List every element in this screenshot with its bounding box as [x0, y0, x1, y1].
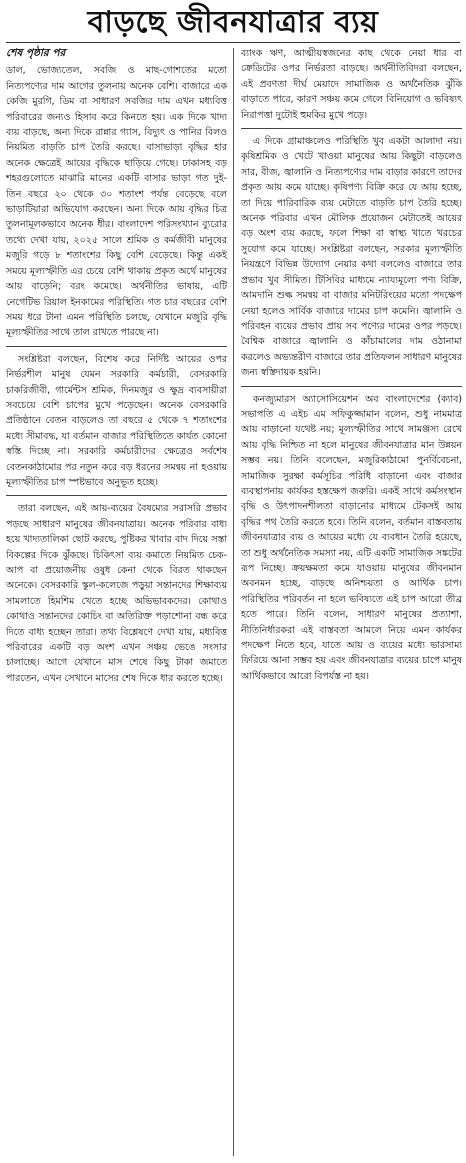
article-paragraph: এ দিকে গ্রামাঞ্চলেও পরিস্থিতি খুব একটা আলাদা নয়। কৃষিশ্রমিক ও খেটে খাওয়া মানুষের আয় কিছুটা বাড়লেও সার, বীজ, জ্বালানি ও নিত্যপণ্যের দাম বাড়ার কারণে তাদের প্রকৃত আয় কমে যাচ্ছে। কৃষিপণ্য বিক্রি করে যে আয় হচ্ছে, তা দিয়ে পারিবারিক ব্যয় মেটাতে বাড়তি চাপ তৈরি হচ্ছে। অনেক পরিবার এখন মৌলিক প্রয়োজন মেটাতেই আয়ের বড় অংশ ব্যয় করছে, ফলে শিক্ষা বা স্বাস্থ্য খাতে খরচের সুযোগ কমে যাচ্ছে। সংশ্লিষ্টরা বলছেন, সরকার মূল্যস্ফীতি নিয়ন্ত্রণে বিভিন্ন উদ্যোগ নেয়ার কথা বললেও বাজারে তার প্রভাব খুব সীমিত। টিসিবির মাধ্যমে ন্যায্যমূল্যে পণ্য বিক্রি, আমদানি শুল্ক সমন্বয় বা বাজার মনিটরিংয়ের মতো পদক্ষেপ নেয়া হলেও সার্বিক বাজারে দামের চাপ কমেনি। জ্বালানি ও পরিবহন ব্যয়ের প্রভাব প্রায় সব পণ্যের দামের ওপর পড়ছে। বৈশ্বিক বাজারে জ্বালানি ও কাঁচামালের দাম ওঠানামা করলেও অভ্যন্তরীণ বাজারে তার প্রতিফলন সাধারণ মানুষের জন্য স্বস্তিদায়ক হয়নি। [241, 136, 462, 379]
article-paragraph: ডাল, ভোজ্যতেল, সবজি ও মাছ-গোশতের মতো নিত্যপণ্যের দাম আগের তুলনায় অনেক বেশি। বাজারে এক কেজি মুরগি, ডিম বা সাধারণ সবজির দাম এখন মধ্যবিত্ত পরিবারের জন্যও হিসাব করে কিনতে হয়। এক দিকে খাদ্য ব্যয় বাড়ছে, অন্য দিকে রান্নার গ্যাস, বিদ্যুৎ ও পানির বিলও নিয়মিত বাড়তি চাপ তৈরি করছে। বাসাভাড়া বৃদ্ধির হার অনেক ক্ষেত্রেই আয়ের বৃদ্ধিকে ছাড়িয়ে গেছে। ঢাকাসহ বড় শহরগুলোতে মাঝারি মানের একটি বাসার ভাড়া গত দুই-তিন বছরে ২০ থেকে ৩০ শতাংশ পর্যন্ত বেড়েছে বলে ভাড়াটিয়ারা অভিযোগ করছেন। অন্য দিকে আয় বৃদ্ধির চিত্র তুলনামূলকভাবে অনেক ধীর। বাংলাদেশ পরিসংখ্যান ব্যুরোর তথ্যে দেখা যায়, ২০২৫ সালে শ্রমিক ও কর্মজীবী মানুষের মজুরি গড়ে ৮ শতাংশের কিছু বেশি বেড়েছে। কিন্তু একই সময়ে মূল্যস্ফীতি এর চেয়ে বেশি থাকায় প্রকৃত অর্থে মানুষের আয় বাড়েনি; বরং কমেছে। অর্থনীতির ভাষায়, এটি নেগেটিভ রিয়াল ইনকামের পরিস্থিতি। গত চার বছরের বেশি সময় ধরে টানা এমন পরিস্থিতি চলছে, যেখানে মজুরি বৃদ্ধি মূল্যস্ফীতির সাথে তাল রাখতে পারছে না। [6, 65, 227, 339]
paragraph-separator [6, 346, 227, 347]
article-headline: বাড়ছে জীবনযাত্রার ব্যয় [87, 5, 379, 40]
article-column-right [241, 46, 462, 689]
paragraph-separator [241, 128, 462, 129]
continuation-kicker: শেষ পৃষ্ঠার পর [6, 47, 66, 59]
article-column-left [6, 46, 227, 691]
paragraph-separator [241, 386, 462, 387]
article-paragraph: সংশ্লিষ্টরা বলছেন, বিশেষ করে নির্দিষ্ট আয়ের ওপর নির্ভরশীল মানুষ যেমন সরকারি কর্মচারী, বেসরকারি চাকরিজীবী, গার্মেন্টস শ্রমিক, দিনমজুর ও ক্ষুদ্র ব্যবসায়ীরা সবচেয়ে বেশি চাপের মুখে পড়েছেন। অনেক বেসরকারি প্রতিষ্ঠানে বেতন বাড়লেও তা বছরে ৫ থেকে ৭ শতাংশের মধ্যে সীমাবদ্ধ, যা বর্তমান বাজার পরিস্থিতিতে কার্যত কোনো স্বস্তি দিচ্ছে না। সরকারি কর্মচারীদের ক্ষেত্রেও সর্বশেষ বেতনকাঠামোর পর নতুন করে বড় ধরনের সমন্বয় না হওয়ায় মূল্যস্ফীতির চাপ স্পষ্টভাবে অনুভূত হচ্ছে। [6, 353, 227, 488]
column-divider [233, 48, 234, 1156]
article-paragraph: কনজ্যুমারস অ্যাসোসিয়েশন অব বাংলাদেশের (ক্যাব) সভাপতি এ এইচ এম সফিকুজ্জামান বলেন, শুধু নামমাত্র আয় বাড়ানো যথেষ্ট নয়; মূল্যস্ফীতির সাথে সামঞ্জস্য রেখে আয় বৃদ্ধি নিশ্চিত না হলে মানুষের জীবনযাত্রার মান উন্নয়ন সম্ভব নয়। তিনি বলেছেন, মজুরিকাঠামো পুনর্বিবেচনা, সামাজিক সুরক্ষা কর্মসূচির পরিধি বাড়ানো এবং বাজার ব্যবস্থাপনায় কার্যকর হস্তক্ষেপ জরুরি। একই সাথে কর্মসংস্থান বৃদ্ধি ও উৎপাদনশীলতা বাড়ানোর মাধ্যমে টেকসই আয় বৃদ্ধির পথ তৈরি করতে হবে। তিনি বলেন, বর্তমান বাস্তবতায় জীবনযাত্রার ব্যয় ও আয়ের মধ্যে যে ব্যবধান তৈরি হয়েছে, তা শুধু অর্থনৈতিক সমস্যা নয়, এটি একটি সামাজিক সঙ্কটের রূপ নিচ্ছে। ক্রয়ক্ষমতা কমে যাওয়ায় মানুষের জীবনমান অবনমন হচ্ছে, বাড়ছে অনিশ্চয়তা ও আর্থিক চাপ। পরিস্থিতির পরিবর্তন না হলে ভবিষ্যতে এই চাপ আরো তীব্র হতে পারে। তিনি বলেন, সাধারণ মানুষের প্রত্যাশা, নীতিনির্ধারকরা এই বাস্তবতা আমলে নিয়ে এমন কার্যকর পদক্ষেপ নিতে হবে, যাতে আয় ও ব্যয়ের মধ্যে ভারসাম্য ফিরিয়ে আনা সম্ভব হয় এবং জীবনযাত্রার ব্যয়ের চাপে মানুষ আর্থিকভাবে আরো বিপর্যস্ত না হয়। [241, 393, 462, 682]
article-paragraph: ব্যাংক ঋণ, আত্মীয়স্বজনের কাছ থেকে নেয়া ধার বা ক্রেডিটের ওপর নির্ভরতা বাড়ছে। অর্থনীতিবিদরা বলছেন, এই প্রবণতা দীর্ঘ মেয়াদে সামাজিক ও অর্থনৈতিক ঝুঁকি বাড়াতে পারে, কারণ সঞ্চয় কমে গেলে বিনিয়োগ ও ভবিষ্যৎ নিরাপত্তা দুটোই হুমকির মুখে পড়ে। [241, 48, 462, 121]
article-paragraph: তারা বলছেন, এই আয়-ব্যয়ের বৈষম্যের সরাসরি প্রভাব পড়ছে সাধারণ মানুষের জীবনযাত্রায়। অনেক পরিবার বাধ্য হয়ে খাদ্যতালিকা ছোট করছে, পুষ্টিকর খাবার বাদ দিয়ে সস্তা বিকল্পের দিকে ঝুঁকছে। চিকিৎসা ব্যয় কমাতে নিয়মিত চেক-আপ বা প্রয়োজনীয় ওষুধ কেনা থেকে বিরত থাকছেন অনেকে। বেসরকারি স্কুল-কলেজে পড়ুয়া সন্তানদের শিক্ষাব্যয় সামলাতে হিমশিম খেতে হচ্ছে অভিভাবকদের। কোথাও কোথাও সন্তানদের কোচিং বা অতিরিক্ত পড়াশোনা বন্ধ করে দিতে বাধ্য হচ্ছেন তারা। তথ্য বিশ্লেষণে দেখা যায়, মধ্যবিত্ত পরিবারের একটি বড় অংশ এখন সঞ্চয় ভেঙে সংসার চালাচ্ছে। আগে যেখানে মাস শেষে কিছু টাকা জমাতে পারতেন, এখন সেখানে মাসের শেষ দিকে ধার করতে হচ্ছে। [6, 503, 227, 684]
headline-rule [6, 42, 460, 43]
paragraph-separator [6, 495, 227, 496]
